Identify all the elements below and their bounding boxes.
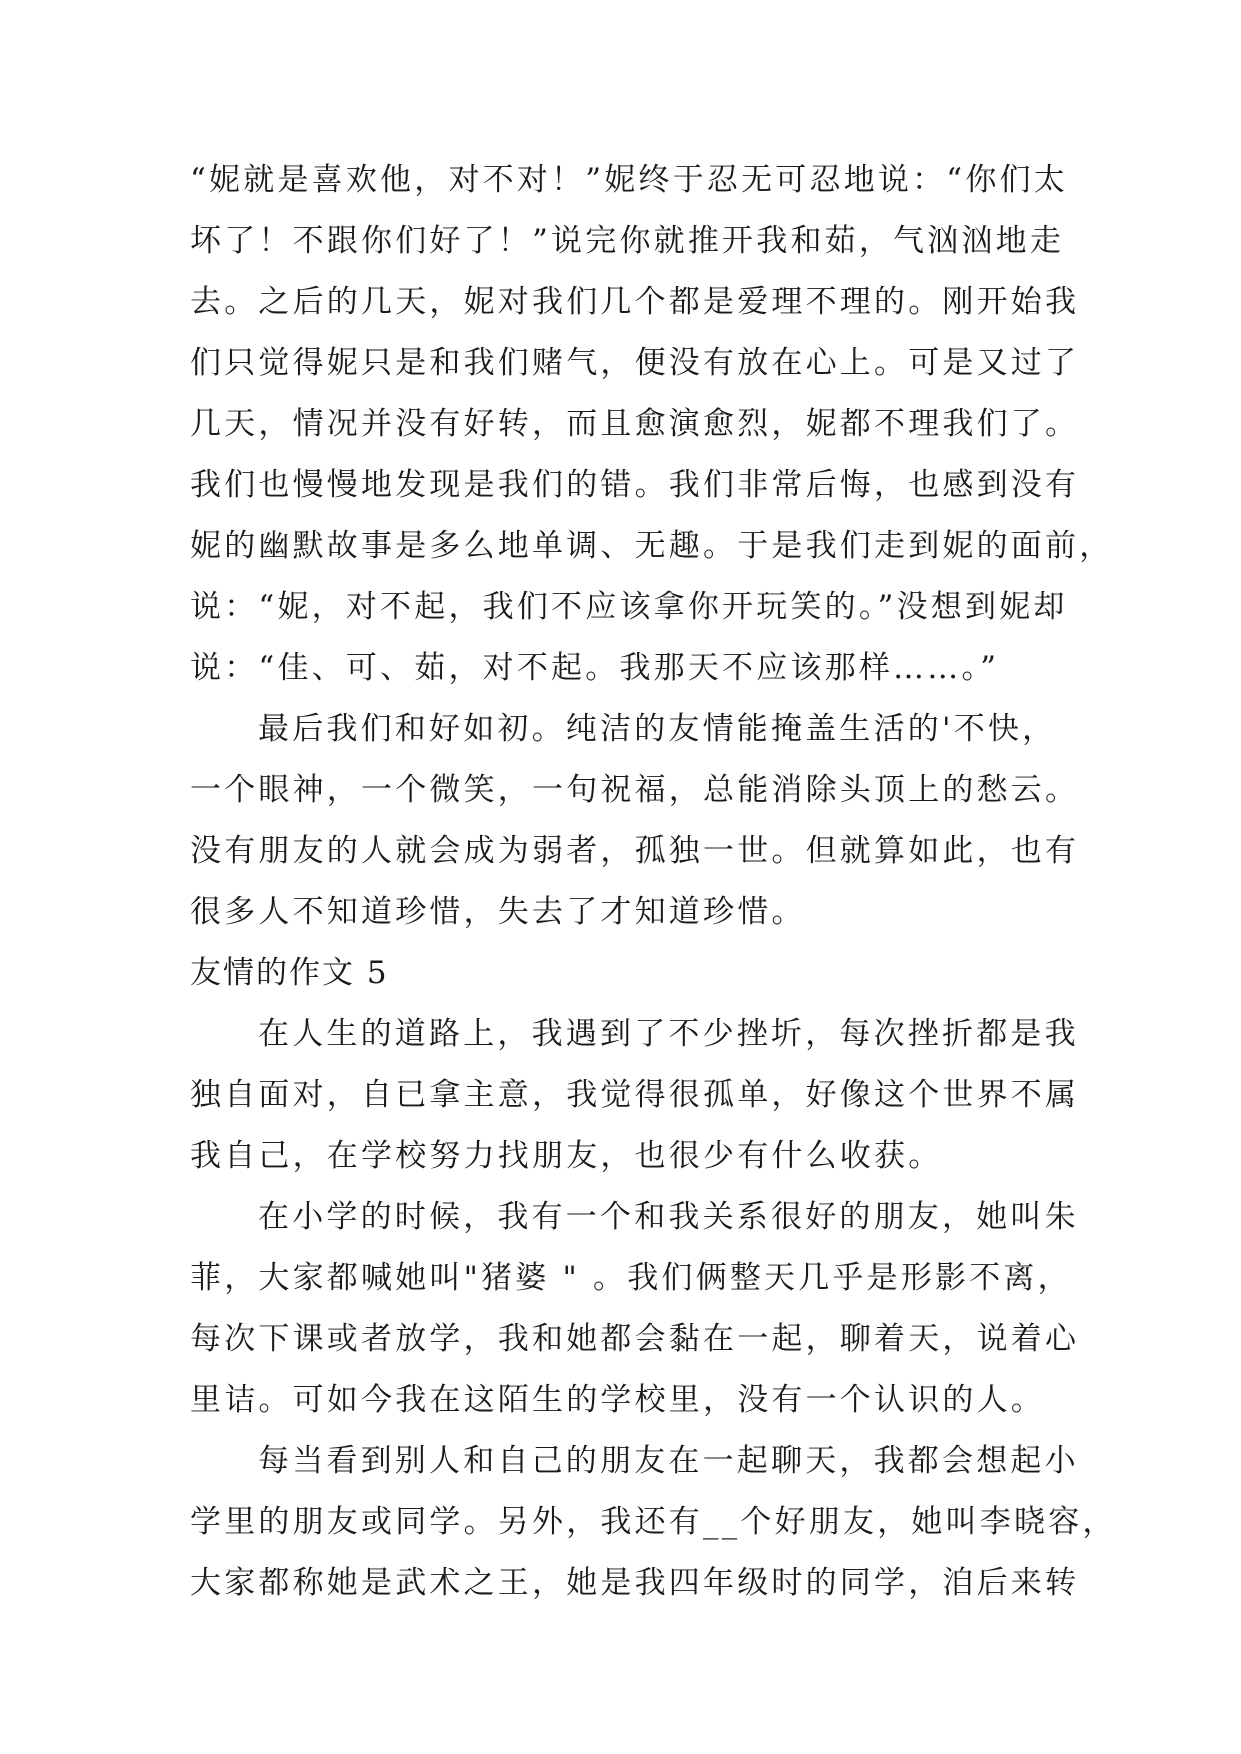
- text-line: 没有朋友的人就会成为弱者，孤独一世。但就算如此，也有: [190, 833, 1080, 869]
- text-line: 妮的幽默故事是多么地单调、无趣。于是我们走到妮的面前，: [190, 528, 1114, 564]
- text-line: 说：“妮，对不起，我们不应该拿你开玩笑的。”没想到妮却: [190, 589, 1068, 625]
- text-line: 去。之后的几天，妮对我们几个都是爱理不理的。刚开始我: [190, 284, 1080, 320]
- text-line: 里诘。可如今我在这陌生的学校里，没有一个认识的人。: [190, 1382, 1045, 1418]
- text-line: 菲，大家都喊她叫"猪婆 " 。我们俩整天几乎是形影不离，: [190, 1260, 1072, 1296]
- text-line: 我自己，在学校努力找朋友，也很少有什么收获。: [190, 1138, 943, 1174]
- text-line: 几天，情况并没有好转，而且愈演愈烈，妮都不理我们了。: [190, 406, 1080, 442]
- paragraph-first-line: 每当看到别人和自己的朋友在一起聊天，我都会想起小: [258, 1443, 1079, 1479]
- text-line: 我们也慢慢地发现是我们的错。我们非常后悔，也感到没有: [190, 467, 1080, 503]
- text-line: 很多人不知道珍惜，失去了才知道珍惜。: [190, 894, 806, 930]
- document-body: [190, 150, 1117, 1614]
- paragraph-first-line: 在人生的道路上，我遇到了不少挫圻，每次挫折都是我: [258, 1016, 1079, 1052]
- text-line: 学里的朋友或同学。另外，我还有__个好朋友，她叫李晓容，: [190, 1504, 1117, 1540]
- paragraph-first-line: 最后我们和好如初。纯洁的友情能掩盖生活的'不快，: [258, 711, 1057, 747]
- text-line: 坏了！不跟你们好了！”说完你就推开我和茹，气汹汹地走: [190, 223, 1065, 259]
- text-line: 说：“佳、可、茹，对不起。我那天不应该那样……。”: [190, 650, 1000, 686]
- section-heading: 友情的作文 5: [190, 955, 389, 991]
- text-line: 大家都称她是武术之王，她是我四年级时的同学，洎后来转: [190, 1565, 1080, 1601]
- text-line: “妮就是喜欢他，对不对！”妮终于忍无可忍地说：“你们太: [190, 162, 1068, 198]
- paragraph-first-line: 在小学的时候，我有一个和我关系很好的朋友，她叫朱: [258, 1199, 1079, 1235]
- text-line: 独自面对，自已拿主意，我觉得很孤单，好像这个世界不属: [190, 1077, 1080, 1113]
- text-line: 每次下课或者放学，我和她都会黏在一起，聊着天，说着心: [190, 1321, 1080, 1357]
- text-line: 一个眼神，一个微笑，一句祝福，总能消除头顶上的愁云。: [190, 772, 1080, 808]
- text-line: 们只觉得妮只是和我们赌气，便没有放在心上。可是又过了: [190, 345, 1080, 381]
